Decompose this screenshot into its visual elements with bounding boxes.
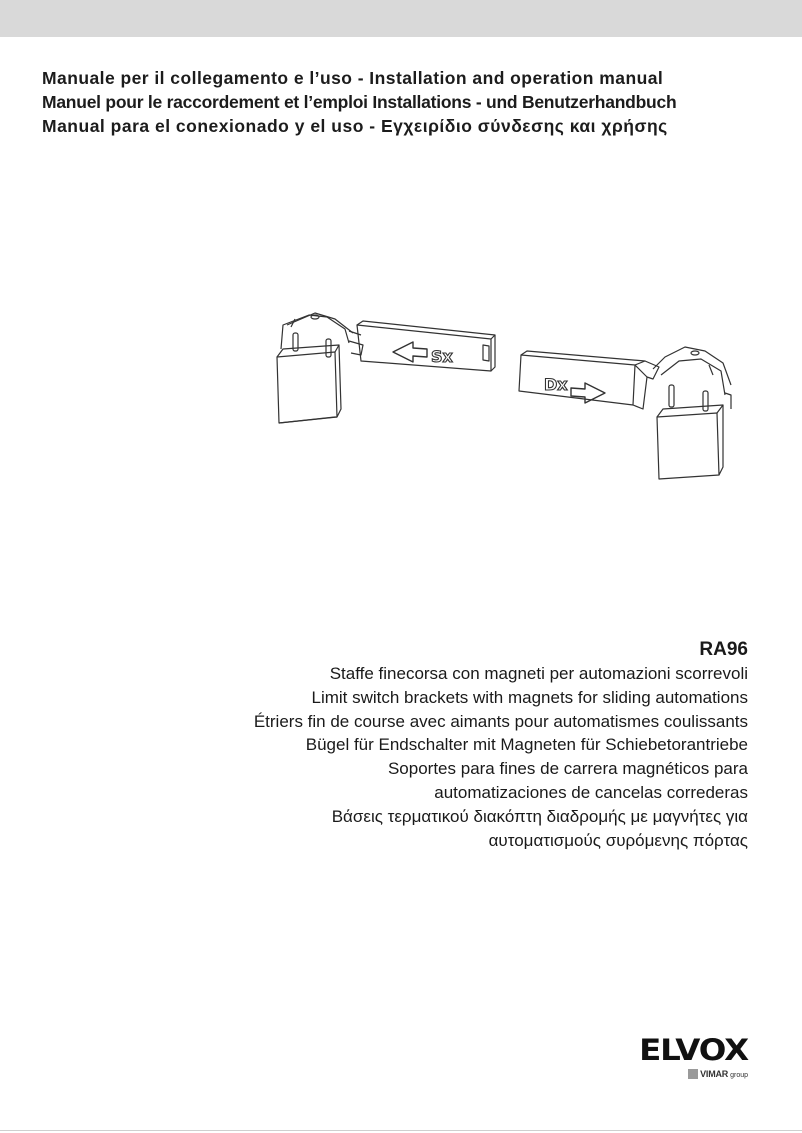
vimar-group-mark [626,1067,748,1081]
top-band [0,0,802,37]
title-line-it-en: Manuale per il collegamento e l’uso - Installation and operation manual [42,68,664,88]
vimar-wordmark: VIMAR [700,1069,729,1079]
left-bracket [277,313,495,423]
desc-el-line1: Βάσεις τερματικού διακόπτη διαδρομής με μαγνήτες για [331,806,748,826]
vimar-square-icon [688,1069,698,1079]
product-code: RA96 [699,639,748,660]
desc-de: Bügel für Endschalter mit Magneten für Schiebetorantriebe [305,735,748,755]
manual-titles [42,66,762,138]
desc-es-line2: automatizaciones de cancelas correderas [434,782,748,802]
product-info [148,637,748,852]
bottom-divider [0,1130,802,1131]
sx-label: Sx [431,347,453,366]
desc-el-line2: αυτοματισμούς συρόμενης πόρτας [488,830,748,850]
desc-es-line1: Soportes para fines de carrera magnéticos para [387,759,748,779]
group-label: group [730,1071,748,1079]
title-line-fr-de: Manuel pour le raccordement et l’emploi Installations - und Benutzerhandbuch [42,92,677,112]
elvox-wordmark: ELVOX [639,1033,748,1067]
desc-en: Limit switch brackets with magnets for sliding automations [311,687,748,707]
dx-label: Dx [544,375,568,394]
title-line-es-el: Manual para el conexionado y el uso - Εγχειρίδιο σύνδεσης και χρήσης [42,116,668,136]
desc-it: Staffe finecorsa con magneti per automazioni scorrevoli [329,664,748,683]
elvox-logo [626,1035,748,1085]
limit-switch-brackets-illustration [265,305,745,485]
desc-fr: Étriers fin de course avec aimants pour automatismes coulissants [253,711,748,731]
right-bracket [519,347,731,479]
